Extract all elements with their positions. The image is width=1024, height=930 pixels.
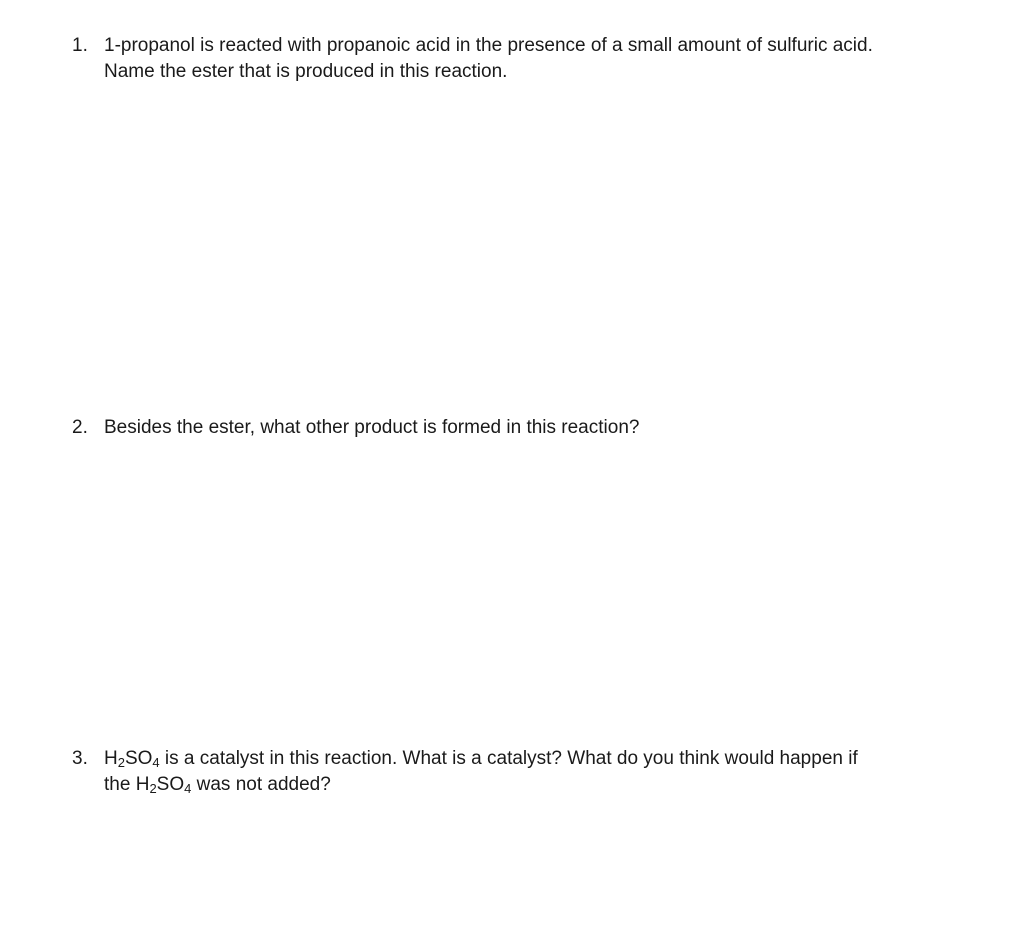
question-text — [104, 33, 972, 85]
formula-h: H — [135, 774, 150, 795]
question-3 — [72, 746, 972, 798]
formula-subscript: 4 — [152, 755, 160, 770]
question-line: Besides the ester, what other product is formed in this reaction? — [104, 417, 640, 438]
question-line: Name the ester that is produced in this reaction. — [104, 61, 508, 82]
formula-so: SO — [156, 774, 185, 795]
question-number: 3. — [72, 748, 88, 769]
question-line-text: the — [104, 774, 136, 795]
formula-subscript: 4 — [184, 781, 192, 796]
formula-subscript: 2 — [149, 781, 157, 796]
question-line — [104, 772, 972, 798]
question-line: 1-propanol is reacted with propanoic acid in the presence of a small amount of sulfuric acid. — [104, 35, 873, 56]
formula-so: SO — [124, 748, 153, 769]
question-1 — [72, 33, 972, 85]
question-text — [104, 746, 972, 798]
question-number: 2. — [72, 417, 88, 438]
question-line — [104, 746, 972, 772]
question-line-text: is a catalyst in this reaction. What is a catalyst? What do you think would happen if — [159, 748, 858, 769]
formula-subscript: 2 — [117, 755, 125, 770]
question-line-text: was not added? — [191, 774, 331, 795]
question-2 — [72, 415, 972, 441]
question-text — [104, 415, 972, 441]
question-number: 1. — [72, 35, 88, 56]
formula-h: H — [104, 748, 118, 769]
